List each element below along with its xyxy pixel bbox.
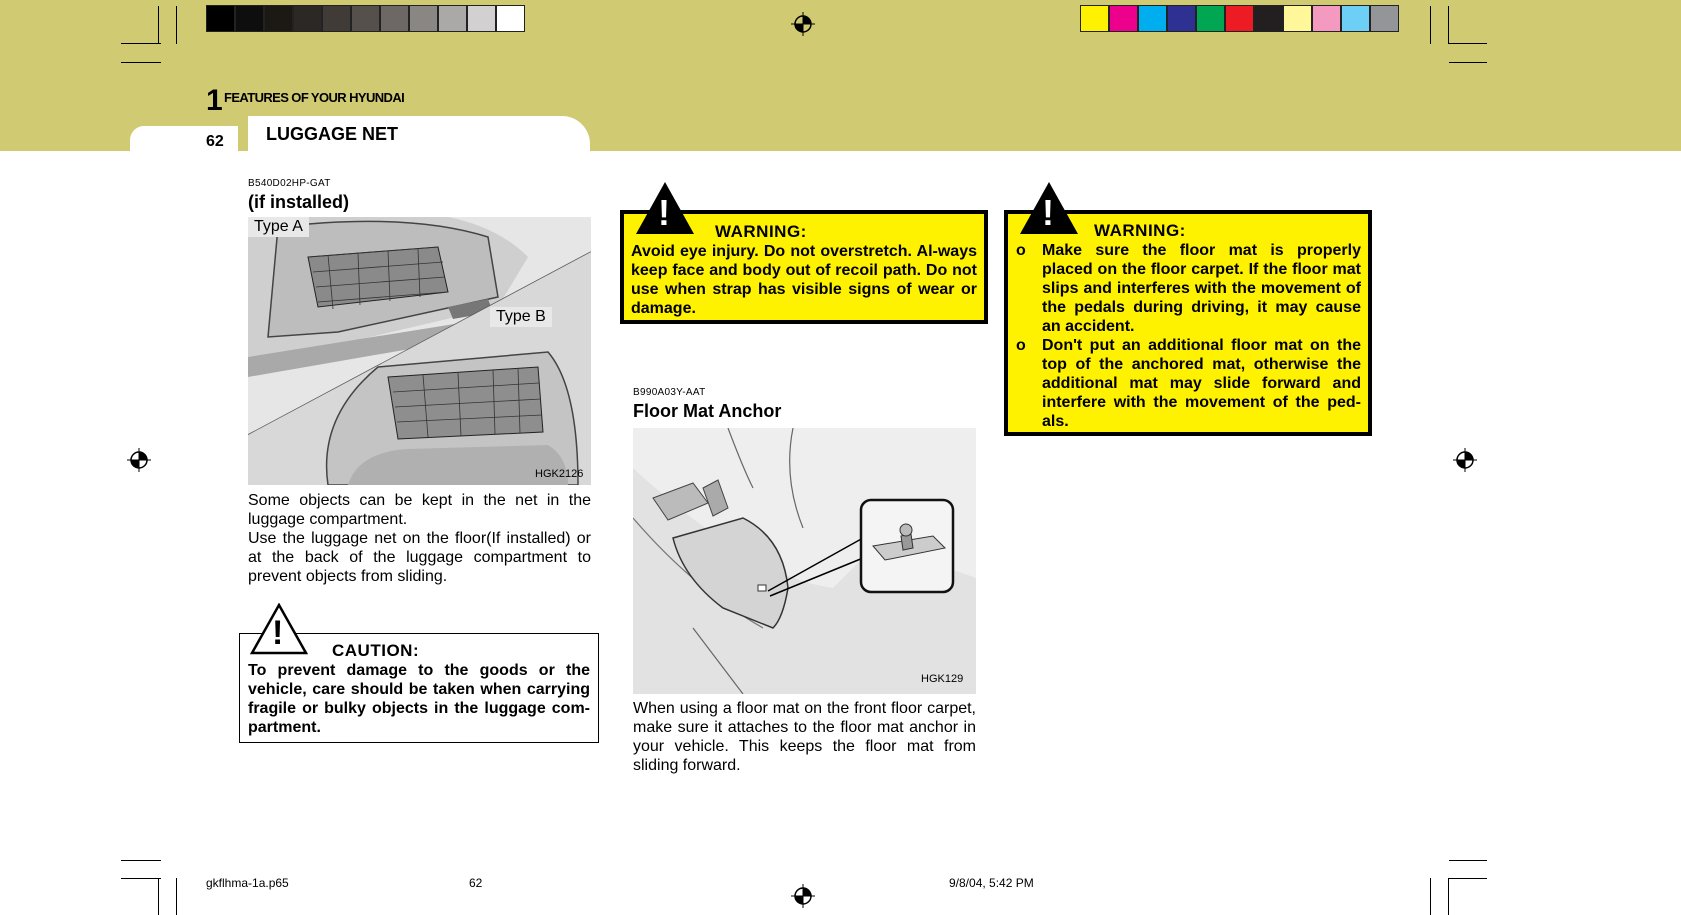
chapter-title: FEATURES OF YOUR HYUNDAI [224,90,405,105]
exclamation-mark: ! [1042,192,1054,233]
calibration-swatch [380,5,409,32]
exclamation-mark: ! [272,614,284,652]
crop-mark [121,860,161,861]
page-number: 62 [206,133,224,150]
caution-text: To prevent damage to the goods or the vehicle, care should be taken when carrying fragile or bulky objects in the luggage com-partment. [248,662,590,736]
luggage-net-description [248,491,591,586]
crop-mark [1430,878,1431,915]
type-b-label: Type B [490,307,552,327]
section-title: LUGGAGE NET [266,124,399,144]
registration-mark-icon [790,11,816,37]
warning-title: WARNING: [715,222,807,241]
footer-page: 62 [469,876,483,890]
crop-mark [176,6,177,44]
calibration-swatch [1138,5,1167,32]
crop-mark [1449,860,1487,861]
crop-mark [1449,62,1487,63]
crop-mark [1448,6,1449,44]
registration-mark-icon [790,883,816,909]
subsection-title: Floor Mat Anchor [633,401,782,421]
caution-title: CAUTION: [332,641,420,660]
crop-mark [158,6,159,44]
crop-mark [176,878,177,915]
bullet-mark: o [1016,337,1026,354]
calibration-swatch [235,5,264,32]
calibration-swatch [1341,5,1370,32]
calibration-swatch [1254,5,1283,32]
calibration-swatch [293,5,322,32]
registration-mark-icon [126,447,152,473]
footer-filename: gkflhma-1a.p65 [206,876,289,890]
calibration-swatch [264,5,293,32]
crop-mark [1449,878,1487,879]
calibration-swatch [351,5,380,32]
list-item: o Don't put an additional floor mat on the top of the anchored mat, otherwise the additional mat may slide forward and interfere with the movement of the ped-als. [1016,337,1361,430]
floor-mat-anchor-illustration [633,428,976,694]
chapter-number: 1 [206,84,222,117]
floor-mat-description: When using a floor mat on the front floor carpet, make sure it attaches to the floor mat anchor in your vehicle. This keeps the floor mat from sliding forward. [633,700,976,774]
bullet-mark: o [1016,242,1026,259]
calibration-swatch [206,5,235,32]
calibration-swatch [438,5,467,32]
section-code: B990A03Y-AAT [633,387,706,398]
calibration-swatch [1370,5,1399,32]
calibration-swatch [1109,5,1138,32]
paragraph: Some objects can be kept in the net in the luggage compartment. [248,492,591,528]
warning-title: WARNING: [1094,221,1186,240]
crop-mark [1448,878,1449,915]
luggage-net-drawing [248,217,591,485]
registration-mark-icon [1452,447,1478,473]
figure-reference: HGK2126 [535,468,584,480]
calibration-swatch [1196,5,1225,32]
figure-reference: HGK129 [921,673,964,685]
crop-mark [121,878,161,879]
type-a-label: Type A [248,217,309,237]
caution-box [239,614,599,743]
footer-timestamp: 9/8/04, 5:42 PM [949,876,1034,890]
warning-box-recoil [620,192,988,324]
calibration-swatch [409,5,438,32]
crop-mark [1430,6,1431,44]
warning-box-floor-mat [1004,192,1372,436]
crop-mark [1449,43,1487,44]
calibration-swatch [1283,5,1312,32]
crop-mark [121,43,161,44]
calibration-swatch [322,5,351,32]
floor-mat-drawing [633,428,976,694]
warning-text: Avoid eye injury. Do not overstretch. Al-ways keep face and body out of recoil path. Do not use when strap has visible signs of wear or damage. [631,243,977,317]
calibration-swatch [467,5,496,32]
luggage-net-illustration [248,217,591,485]
calibration-swatch [1225,5,1254,32]
calibration-swatch [496,5,525,32]
subsection-title: (if installed) [248,192,350,212]
section-code: B540D02HP-GAT [248,178,331,189]
exclamation-mark: ! [658,192,670,233]
calibration-swatch [1167,5,1196,32]
crop-mark [121,62,161,63]
calibration-swatch [1312,5,1341,32]
calibration-swatch [1080,5,1109,32]
crop-mark [158,878,159,915]
warning-list [1008,241,1361,431]
paragraph: Use the luggage net on the floor(If installed) or at the back of the luggage compartment to prevent objects from sliding. [248,530,591,585]
list-item: o Make sure the floor mat is properly placed on the floor carpet. If the floor mat slips and interferes with the movement of the pedals during driving, it may cause an accident. [1016,242,1361,335]
